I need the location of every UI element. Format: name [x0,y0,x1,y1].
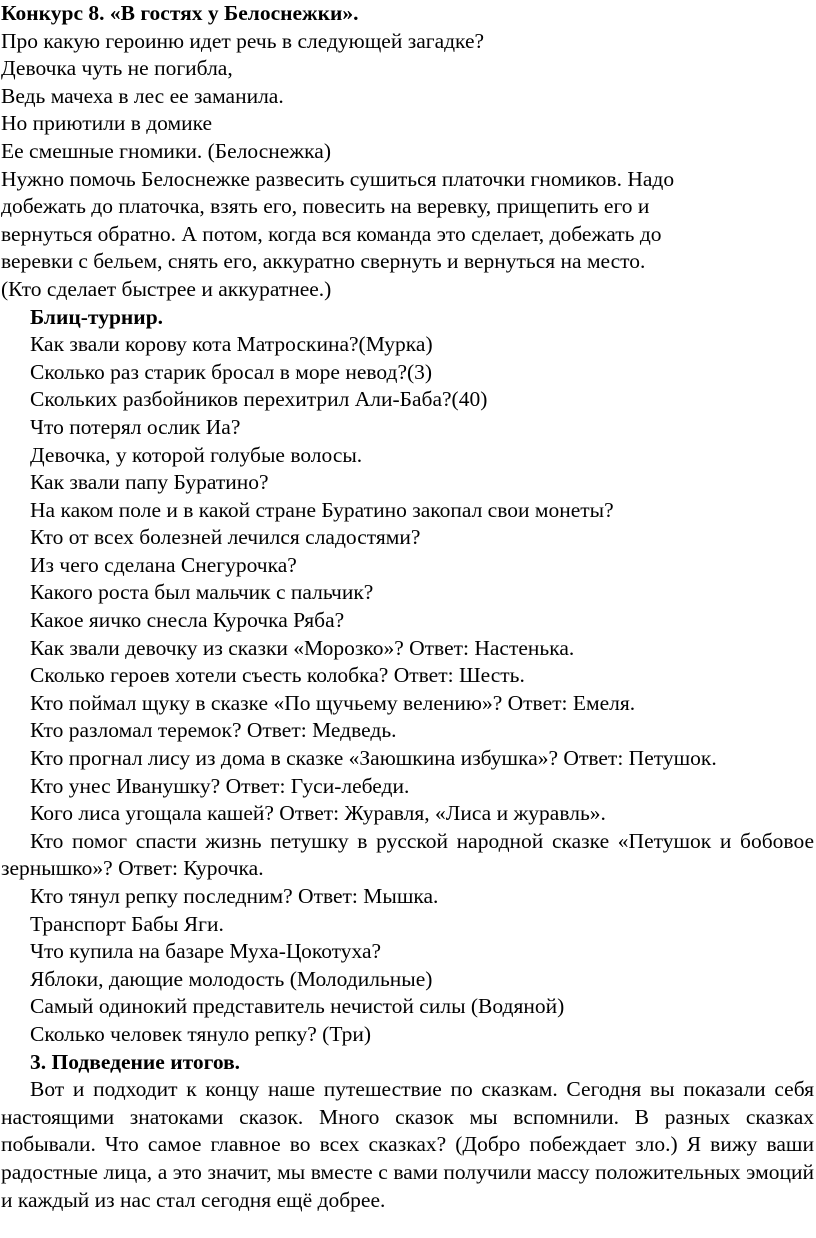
blitz-question: Как звали девочку из сказки «Морозко»? Ответ: Настенька. [30,635,575,660]
blitz-question: Какое яичко снесла Курочка Ряба? [30,608,345,633]
blitz-question: Кто от всех болезней лечился сладостями? [30,525,421,550]
blitz-question: Кто унес Иванушку? Ответ: Гуси-лебеди. [30,773,410,798]
contest-title: Конкурс 8. «В гостях у Белоснежки». [1,1,359,25]
blitz-question: Что купила на базаре Муха-Цокотуха? [30,939,382,964]
blitz-question: Что потерял ослик Иа? [30,414,241,439]
task-line: (Кто сделает быстрее и аккуратнее.) [1,276,332,301]
summary-title: 3. Подведение итогов. [30,1049,241,1074]
riddle-line: Девочка чуть не погибла, [1,56,233,81]
blitz-question: Как звали папу Буратино? [30,470,269,495]
blitz-question: Сколько раз старик бросал в море невод?(3) [30,359,433,384]
blitz-question: Скольких разбойников перехитрил Али-Баба?(40) [30,387,488,412]
blitz-question: Сколько героев хотели съесть колобка? Ответ: Шесть. [30,663,525,688]
blitz-question: Как звали корову кота Матроскина?(Мурка) [30,332,433,357]
blitz-question: Транспорт Бабы Яги. [30,911,224,936]
blitz-question: Кто тянул репку последним? Ответ: Мышка. [30,884,439,908]
riddle-line: Ведь мачеха в лес ее заманила. [1,83,284,108]
blitz-question: Кого лиса угощала кашей? Ответ: Журавля, «Лиса и журавль». [30,801,606,826]
riddle-question: Про какую героиню идет речь в следующей загадке? [1,28,485,53]
blitz-question: Кто прогнал лису из дома в сказке «Заюшкина избушка»? Ответ: Петушок. [30,746,717,771]
blitz-question: Самый одинокий представитель нечистой силы (Водяной) [30,994,565,1019]
blitz-question: На каком поле и в какой стране Буратино закопал свои монеты? [30,497,614,522]
blitz-title: Блиц-турнир. [30,304,164,329]
blitz-question: Сколько человек тянуло репку? (Три) [30,1021,372,1046]
blitz-question: Кто поймал щуку в сказке «По щучьему велению»? Ответ: Емеля. [30,690,636,715]
riddle-line: Но приютили в домике [1,111,213,136]
task-line: добежать до платочка, взять его, повесить на веревку, прищепить его и [1,194,650,219]
blitz-question-long: Кто помог спасти жизнь петушку в русской народной сказке «Петушок и бобовое зернышко»? Ответ: Курочка. [1,828,814,881]
riddle-line: Ее смешные гномики. (Белоснежка) [1,138,331,163]
task-line: Нужно помочь Белоснежке развесить сушиться платочки гномиков. Надо [1,166,675,191]
blitz-question: Из чего сделана Снегурочка? [30,552,297,577]
blitz-question: Девочка, у которой голубые волосы. [30,442,363,467]
blitz-question: Какого роста был мальчик с пальчик? [30,580,374,605]
task-line: вернуться обратно. А потом, когда вся команда это сделает, добежать до [1,221,662,246]
summary-text: Вот и подходит к концу наше путешествие по сказкам. Сегодня вы показали себя настоящими знатоками сказок. Много сказок мы вспомнили. В разных сказках побывали. Что самое главное во всех сказках? (Добро побеждает зло.) Я вижу ваши радостные лица, а это значит, мы вместе с вами получили массу положительных эмоций и каждый из нас стал сегодня ещё добрее. [1,1077,814,1212]
blitz-question: Кто разломал теремок? Ответ: Медведь. [30,718,397,743]
task-line: веревки с бельем, снять его, аккуратно свернуть и вернуться на место. [1,249,646,274]
blitz-question: Яблоки, дающие молодость (Молодильные) [30,966,433,991]
